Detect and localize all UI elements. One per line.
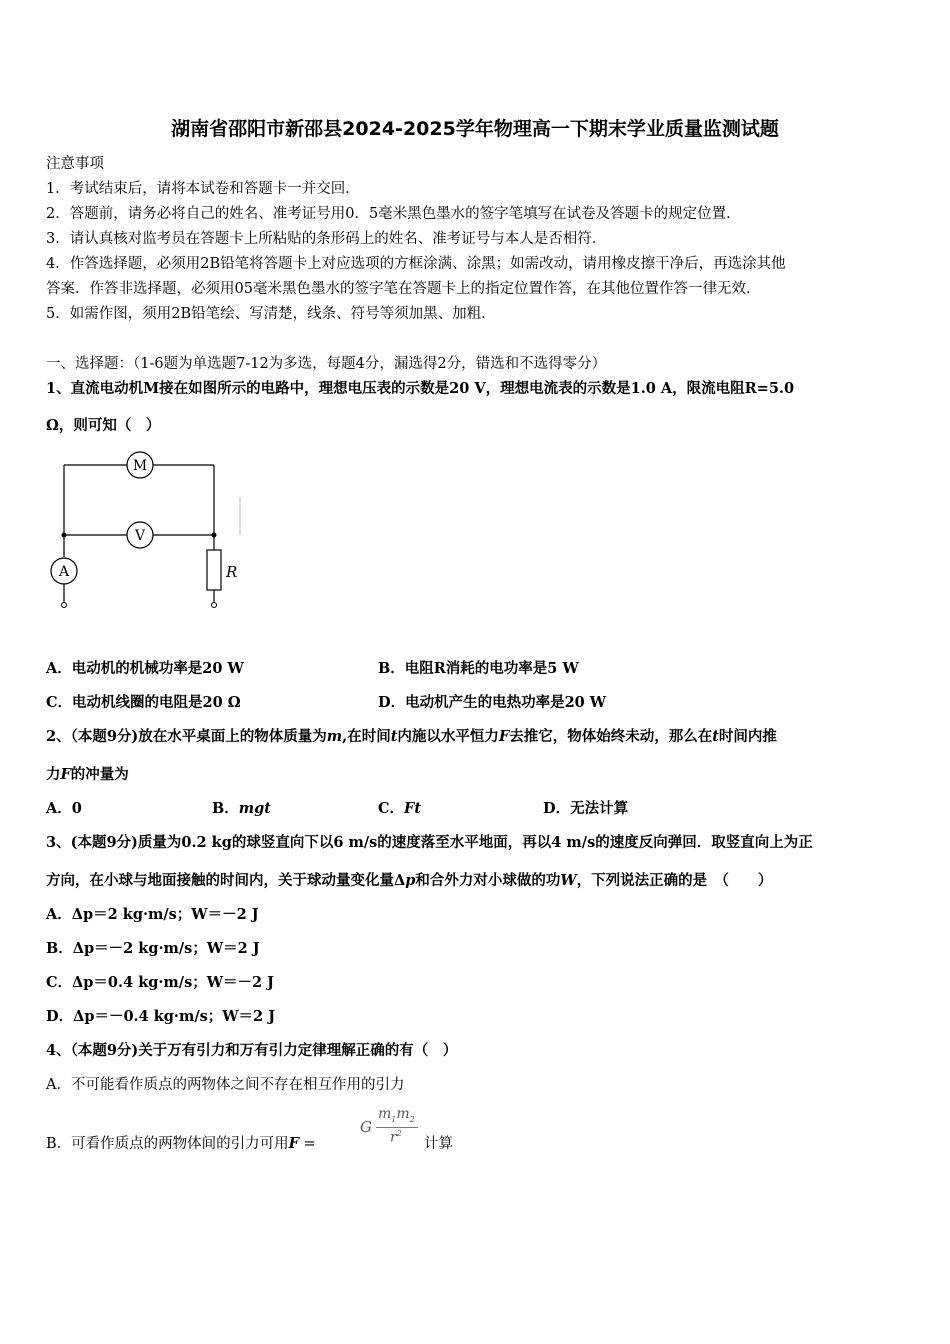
page-title: 湖南省邵阳市新邵县2024-2025学年物理高一下期末学业质量监测试题	[171, 118, 779, 140]
notice-item: 5．如需作图，须用2B铅笔绘、写清楚，线条、符号等须加黑、加粗．	[46, 306, 496, 322]
junction-dot	[62, 533, 67, 538]
q4-option-b-suffix: 计算	[424, 1136, 453, 1152]
q2-option-c: C．Ft	[378, 800, 422, 817]
q3-stem-line1: 3、(本题9分)质量为0.2 kg的球竖直向下以6 m/s的速度落至水平地面，再以4 m/s的速度反向弹回．取竖直向上为正	[46, 834, 813, 851]
notice-item: 4．作答选择题，必须用2B铅笔将答题卡上对应选项的方框涂满、涂黑；如需改动，请用橡皮擦干净后，再选涂其他	[46, 256, 786, 272]
notice-item: 答案．作答非选择题，必须用05毫米黑色墨水的签字笔在答题卡上的指定位置作答，在其他位置作答一律无效．	[46, 281, 761, 297]
q2-option-d: D．无法计算	[543, 800, 629, 817]
q2-stem-line2: 力F的冲量为	[46, 766, 129, 783]
q3-stem-line2: 方向，在小球与地面接触的时间内，关于球动量变化量Δp和合外力对小球做的功W，下列说法正确的是 （ ）	[46, 872, 773, 889]
q1-stem-line1: 1、直流电动机M接在如图所示的电路中，理想电压表的示数是20 V，理想电流表的示数是1.0 A，限流电阻R=5.0	[46, 380, 795, 397]
q2-option-b: B．mgt	[212, 800, 271, 817]
q3-option-b: B．Δp＝－2 kg·m/s；W＝2 J	[46, 940, 260, 957]
q1-option-d: D．电动机产生的电热功率是20 W	[378, 694, 607, 711]
gravity-formula-g: G	[360, 1118, 372, 1136]
q1-stem-line2: Ω，则可知（ ）	[46, 417, 161, 434]
motor-label: M	[132, 458, 148, 474]
circuit-diagram	[40, 445, 250, 620]
q2-option-a: A．0	[46, 800, 82, 817]
q1-option-a: A．电动机的机械功率是20 W	[46, 660, 244, 677]
notice-item: 1．考试结束后，请将本试卷和答题卡一并交回．	[46, 181, 360, 197]
resistor-label: R	[226, 563, 238, 581]
q3-option-c: C．Δp＝0.4 kg·m/s；W＝－2 J	[46, 974, 275, 991]
gravity-formula-numerator: $m_1m_2$	[378, 1106, 415, 1124]
terminal	[62, 603, 67, 608]
notice-heading: 注意事项	[46, 156, 104, 172]
q3-option-d: D．Δp＝－0.4 kg·m/s；W＝2 J	[46, 1008, 276, 1025]
fraction-bar	[376, 1127, 418, 1128]
resistor-symbol	[207, 550, 221, 590]
q3-option-a: A．Δp＝2 kg·m/s；W＝－2 J	[46, 906, 259, 923]
voltmeter-label: V	[134, 528, 146, 544]
q1-option-b: B．电阻R消耗的电功率是5 W	[378, 660, 579, 677]
q2-stem-line1: 2、（本题9分)放在水平桌面上的物体质量为m,在时间t内施以水平恒力F去推它，物体始终未动，那么在t时间内推	[46, 728, 777, 745]
q4-option-a: A．不可能看作质点的两物体之间不存在相互作用的引力	[46, 1077, 405, 1093]
q4-option-b: B．可看作质点的两物体间的引力可用F =	[46, 1135, 316, 1152]
junction-dot	[212, 533, 217, 538]
notice-item: 3．请认真核对监考员在答题卡上所粘贴的条形码上的姓名、准考证号与本人是否相符．	[46, 231, 607, 247]
notice-item: 2．答题前，请务必将自己的姓名、准考证号用0．5毫米黑色墨水的签字笔填写在试卷及答题卡的规定位置．	[46, 206, 741, 222]
q1-option-c: C．电动机线圈的电阻是20 Ω	[46, 694, 241, 711]
section-heading: 一、选择题：（1-6题为单选题7-12为多选，每题4分，漏选得2分，错选和不选得零分）	[46, 356, 607, 372]
terminal	[212, 603, 217, 608]
ammeter-label: A	[58, 564, 70, 580]
gravity-formula-denominator: $r^2$	[390, 1129, 402, 1146]
q4-stem: 4、（本题9分)关于万有引力和万有引力定律理解正确的有（ ）	[46, 1042, 458, 1059]
